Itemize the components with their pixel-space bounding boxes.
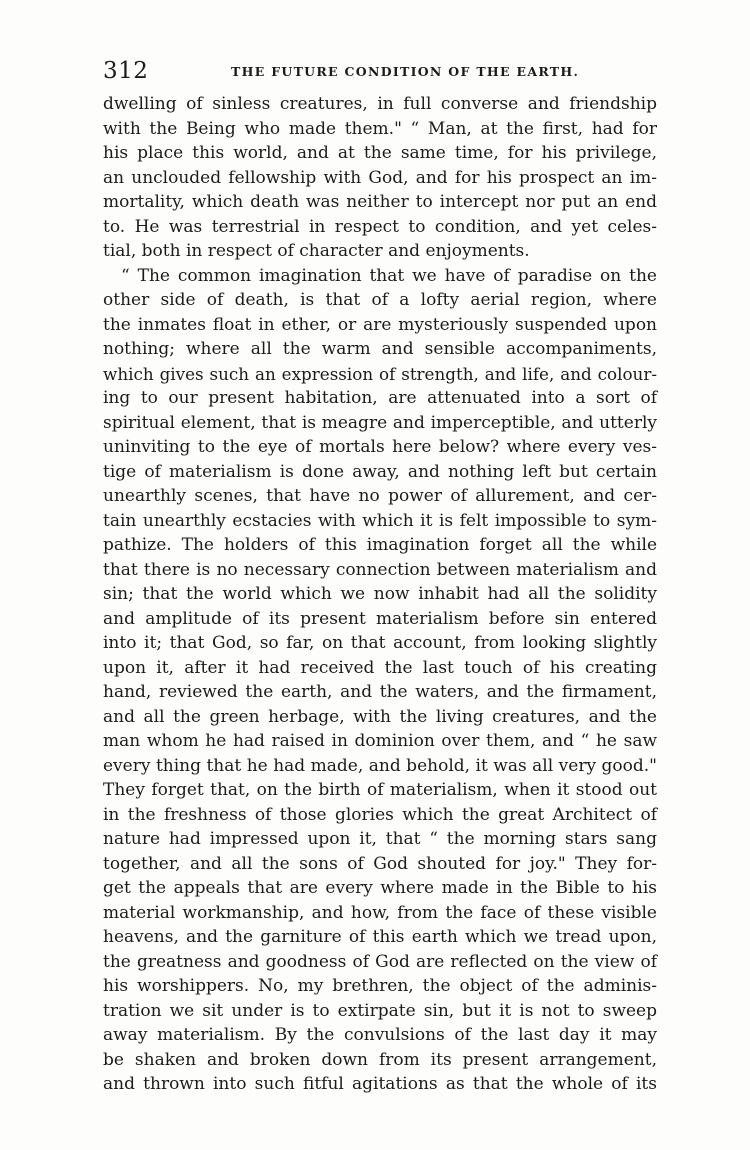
text-line: and thrown into such fitful agitations as that the whole of its	[103, 1074, 657, 1094]
text-line: every thing that he had made, and behold, it was all very good."	[103, 755, 657, 776]
text-line: and all the green herbage, with the living creatures, and the	[103, 706, 657, 727]
text-line: other side of death, is that of a lofty aerial region, where	[103, 290, 657, 310]
text-line: his worshippers. No, my brethren, the object of the adminis-	[103, 976, 657, 996]
text-line: hand, reviewed the earth, and the waters, and the firmament,	[103, 682, 657, 702]
text-line: tration we sit under is to extirpate sin, but it is not to sweep	[103, 1000, 657, 1021]
text-line: to. He was terrestrial in respect to condition, and yet celes-	[103, 216, 657, 237]
text-line: ing to our present habitation, are attenuated into a sort of	[103, 388, 657, 408]
page-number: 312	[103, 58, 149, 84]
text-line: tain unearthly ecstacies with which it is felt impossible to sym-	[103, 510, 657, 531]
text-line: with the Being who made them." “ Man, at the first, had for	[103, 118, 657, 139]
text-line: heavens, and the garniture of this earth which we tread upon,	[103, 927, 657, 947]
text-line: nature had impressed upon it, that “ the morning stars sang	[103, 829, 657, 849]
text-line: in the freshness of those glories which the great Architect of	[103, 804, 657, 825]
text-line: upon it, after it had received the last touch of his creating	[103, 657, 657, 678]
page-header	[103, 58, 657, 88]
text-line: man whom he had raised in dominion over them, and “ he saw	[103, 731, 657, 751]
text-line: nothing; where all the warm and sensible accompaniments,	[103, 339, 657, 359]
text-line: into it; that God, so far, on that account, from looking slightly	[103, 633, 657, 653]
text-line: away materialism. By the convulsions of the last day it may	[103, 1025, 657, 1045]
text-line: pathize. The holders of this imagination forget all the while	[103, 535, 657, 555]
text-line: uninviting to the eye of mortals here below? where every ves-	[103, 437, 657, 457]
text-line: get the appeals that are every where made in the Bible to his	[103, 878, 657, 898]
text-line: together, and all the sons of God shouted for joy." They for-	[103, 853, 657, 874]
paragraph-first-line: “ The common imagination that we have of paradise on the	[121, 265, 657, 286]
text-line: which gives such an expression of strength, and life, and colour-	[103, 363, 657, 384]
text-line: tige of materialism is done away, and nothing left but certain	[103, 461, 657, 482]
text-line: They forget that, on the birth of materialism, when it stood out	[103, 780, 657, 800]
text-line: dwelling of sinless creatures, in full converse and friendship	[103, 94, 657, 114]
text-line: unearthly scenes, that have no power of allurement, and cer-	[103, 486, 657, 506]
text-line: material workmanship, and how, from the face of these visible	[103, 902, 657, 923]
text-line: his place this world, and at the same time, for his privilege,	[103, 143, 657, 163]
text-line: that there is no necessary connection between materialism and	[103, 559, 657, 580]
text-line: be shaken and broken down from its present arrangement,	[103, 1049, 657, 1070]
text-line: sin; that the world which we now inhabit had all the solidity	[103, 584, 657, 604]
text-line: mortality, which death was neither to intercept nor put an end	[103, 192, 657, 212]
text-line: the greatness and goodness of God are reflected on the view of	[103, 951, 657, 972]
body-text	[103, 92, 657, 1097]
text-line: tial, both in respect of character and enjoyments.	[103, 241, 530, 261]
text-line: spiritual element, that is meagre and imperceptible, and utterly	[103, 412, 657, 433]
text-line: and amplitude of its present materialism before sin entered	[103, 608, 657, 629]
text-line: the inmates float in ether, or are mysteriously suspended upon	[103, 314, 657, 335]
text-line: an unclouded fellowship with God, and for his prospect an im-	[103, 167, 657, 188]
running-head: THE FUTURE CONDITION OF THE EARTH.	[231, 64, 580, 79]
